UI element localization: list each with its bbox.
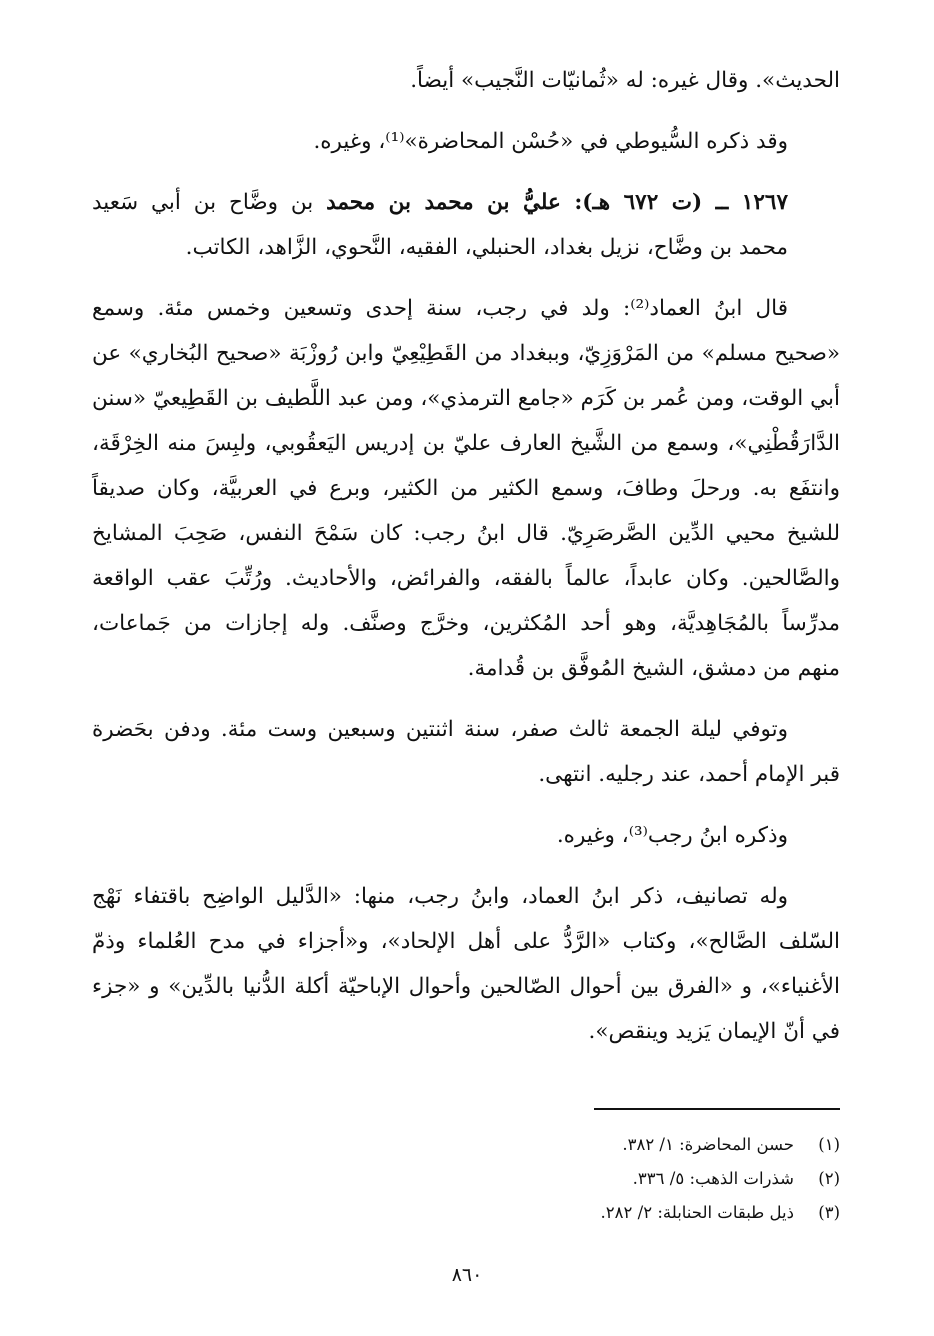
paragraph-5: [92, 707, 840, 797]
footnote-text: حسن المحاضرة: ١/ ٣٨٢.: [622, 1135, 794, 1154]
entry-heading-paragraph: [92, 180, 840, 270]
entry-heading-rest: بن وضَّاح بن أبي سَعيد: [92, 190, 327, 215]
text-line: السّلف الصَّالح»، وكتاب «الرَّدُّ على أهل الإلحاد»، و«أجزاء في مدح العُلماء وذمّ: [92, 929, 840, 954]
text-line: «صحيح مسلم» من المَرْوَزِيّ، وببغداد من القَطِيْعِيّ وابن رُوزْبَة «صحيح البُخاري» عن: [92, 341, 840, 366]
text-line: قبر الإمام أحمد، عند رجليه. انتهى.: [538, 762, 840, 787]
footnote-3: [240, 1196, 840, 1230]
text-line: الدَّارَقُطْنِي»، وسمع من الشَّيخ العارف عليّ بن إدريس اليَعقُوبي، ولبِسَ منه الخِرْقَة،: [92, 431, 840, 456]
text-line: قال ابنُ العماد⁽²⁾: ولد في رجب، سنة إحدى وتسعين وخمس مئة. وسمع: [92, 296, 788, 321]
paragraph-4: [92, 286, 840, 691]
text-line: وذكره ابنُ رجب⁽³⁾، وغيره.: [556, 823, 788, 848]
text-line: وتوفي ليلة الجمعة ثالث صفر، سنة اثنتين وسبعين وست مئة. ودفن بحَضرة: [92, 717, 788, 742]
text-line: وانتفَع به. ورحلَ وطافَ، وسمع الكثير من الكثير، وبرع في العربيَّة، وكان صديقاً: [92, 476, 840, 501]
text-line: وقد ذكره السُّيوطي في «حُسْن المحاضرة»⁽¹⁾، وغيره.: [313, 129, 788, 154]
footnote-number: (٣): [818, 1203, 840, 1222]
text-line: منهم من دمشق، الشيخ المُوفَّق بن قُدامة.: [467, 656, 840, 681]
text-line: الحديث». وقال غيره: له «ثُمانيّات النَّجيب» أيضاً.: [410, 68, 840, 93]
paragraph-6: [92, 813, 840, 858]
text-line: وله تصانيف، ذكر ابنُ العماد، وابنُ رجب، منها: «الدَّليل الواضِح باقتفاء نَهْج: [92, 884, 789, 909]
page-number: ٨٦٠: [451, 1264, 483, 1286]
entry-heading-line: [92, 180, 788, 225]
text-line: للشيخ محيي الدِّين الصَّرصَرِيّ. قال ابنُ رجب: كان سَمْحَ النفس، صَحِبَ المشايخ: [92, 521, 840, 546]
footnote-divider: [594, 1108, 840, 1110]
text-line: مدرِّساً بالمُجَاهِديَّة، وهو أحد المُكثرين، وخرَّج وصنَّف. وله إجازات من جَماعات،: [92, 611, 840, 636]
footnote-text: شذرات الذهب: ٥/ ٣٣٦.: [632, 1169, 794, 1188]
text-line: والصَّالحين. وكان عابداً، عالماً بالفقه، والفرائض، والأحاديث. ورُتِّبَ عقب الواقعة: [92, 566, 840, 591]
main-text: [92, 58, 840, 1070]
footnote-1: [240, 1128, 840, 1162]
entry-heading-bold: ١٢٦٧ ــ (ت ٦٧٢ هـ): عليُّ بن محمد بن محمد: [326, 190, 788, 215]
footnotes: [240, 1128, 840, 1230]
text-line: الأغنياء»، و «الفرق بين أحوال الصّالحين وأحوال الإباحيّة أكلة الدُّنيا بالدِّين» و «جزء: [92, 974, 840, 999]
paragraph-7: [92, 874, 840, 1054]
footnote-text: ذيل طبقات الحنابلة: ٢/ ٢٨٢.: [600, 1203, 794, 1222]
paragraph-1: [92, 58, 840, 103]
footnote-2: [240, 1162, 840, 1196]
text-line: محمد بن وضَّاح، نزيل بغداد، الحنبلي، الفقيه، النَّحوي، الزَّاهد، الكاتب.: [185, 235, 788, 260]
paragraph-2: [92, 119, 840, 164]
footnote-number: (١): [818, 1135, 840, 1154]
footnote-number: (٢): [818, 1169, 840, 1188]
text-line: أبي الوقت، ومن عُمر بن كَرَم «جامع الترمذي»، ومن عبد اللَّطيف بن القَطِيعيّ «سنن: [92, 386, 840, 411]
text-line: في أنّ الإيمان يَزيد وينقص».: [588, 1019, 840, 1044]
